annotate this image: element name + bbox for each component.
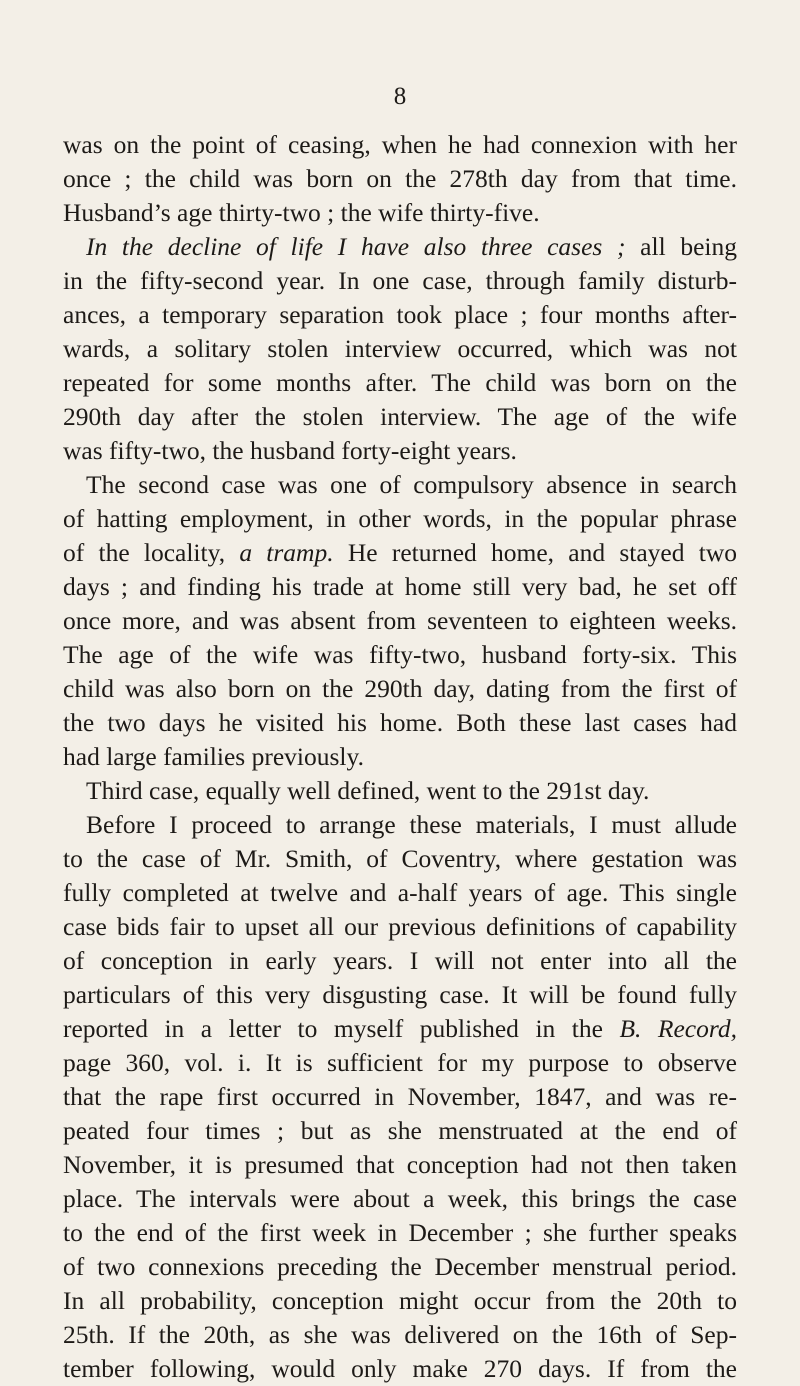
text-line: Third case, equally well defined, went to the 291st day. (86, 776, 650, 805)
text-line: wards, a solitary stolen interview occurred, which was not (63, 334, 737, 363)
text-line: that the rape first occurred in November, 1847, and was re- (63, 1082, 737, 1111)
text-line: to the end of the first week in December ; she further speaks (63, 1218, 737, 1247)
text-line: tember following, would only make 270 days. If from the (63, 1354, 737, 1383)
text-line: page 360, vol. i. It is sufficient for my purpose to observe (63, 1048, 737, 1077)
text-line: November, it is presumed that conception had not then taken (63, 1150, 737, 1179)
text-fragment: reported in a letter to myself published in the (63, 1014, 620, 1043)
text-line: The second case was one of compulsory absence in search (86, 470, 737, 499)
text-fragment: of the locality, (63, 538, 240, 567)
italic-phrase: a tramp. (239, 538, 334, 567)
text-line: in the fifty-second year. In one case, through family disturb- (63, 266, 737, 295)
text-line: had large families previously. (63, 742, 364, 771)
text-line: 290th day after the stolen interview. The age of the wife (63, 402, 737, 431)
text-line (63, 230, 737, 264)
text-line: of two connexions preceding the December menstrual period. (63, 1252, 737, 1281)
text-line (63, 536, 737, 570)
text-line: In all probability, conception might occur from the 20th to (63, 1286, 737, 1315)
text-line: 25th. If the 20th, as she was delivered on the 16th of Sep- (63, 1320, 737, 1349)
text-line: particulars of this very disgusting case. It will be found fully (63, 980, 737, 1009)
italic-phrase: B. Record, (619, 1014, 737, 1043)
text-line: ances, a temporary separation took place ; four months after- (63, 300, 737, 329)
text-line: of conception in early years. I will not enter into all the (63, 946, 737, 975)
text-line: Before I proceed to arrange these materials, I must allude (86, 810, 737, 839)
text-line: fully completed at twelve and a-half years of age. This single (63, 878, 737, 907)
page-number: 8 (393, 83, 407, 110)
text-fragment: all being (625, 232, 737, 261)
text-fragment: He returned home, and stayed two (333, 538, 737, 567)
italic-phrase: In the decline of life I have also three cases ; (86, 232, 626, 261)
text-line: to the case of Mr. Smith, of Coventry, where gestation was (63, 844, 737, 873)
text-line: The age of the wife was fifty-two, husband forty-six. This (63, 640, 737, 669)
text-line: repeated for some months after. The child was born on the (63, 368, 737, 397)
text-line: was fifty-two, the husband forty-eight years. (63, 436, 517, 465)
text-line: place. The intervals were about a week, this brings the case (63, 1184, 737, 1213)
text-line (63, 1012, 737, 1046)
text-line: Husband’s age thirty-two ; the wife thirty-five. (63, 198, 540, 227)
text-line: case bids fair to upset all our previous definitions of capability (63, 912, 737, 941)
text-line: the two days he visited his home. Both these last cases had (63, 708, 737, 737)
text-line: peated four times ; but as she menstruated at the end of (63, 1116, 737, 1145)
text-line: was on the point of ceasing, when he had connexion with her (63, 130, 737, 159)
text-line: days ; and finding his trade at home still very bad, he set off (63, 572, 737, 601)
text-line: once more, and was absent from seventeen to eighteen weeks. (63, 606, 737, 635)
text-line: once ; the child was born on the 278th day from that time. (63, 164, 737, 193)
text-line: child was also born on the 290th day, dating from the first of (63, 674, 737, 703)
text-line: of hatting employment, in other words, in the popular phrase (63, 504, 737, 533)
